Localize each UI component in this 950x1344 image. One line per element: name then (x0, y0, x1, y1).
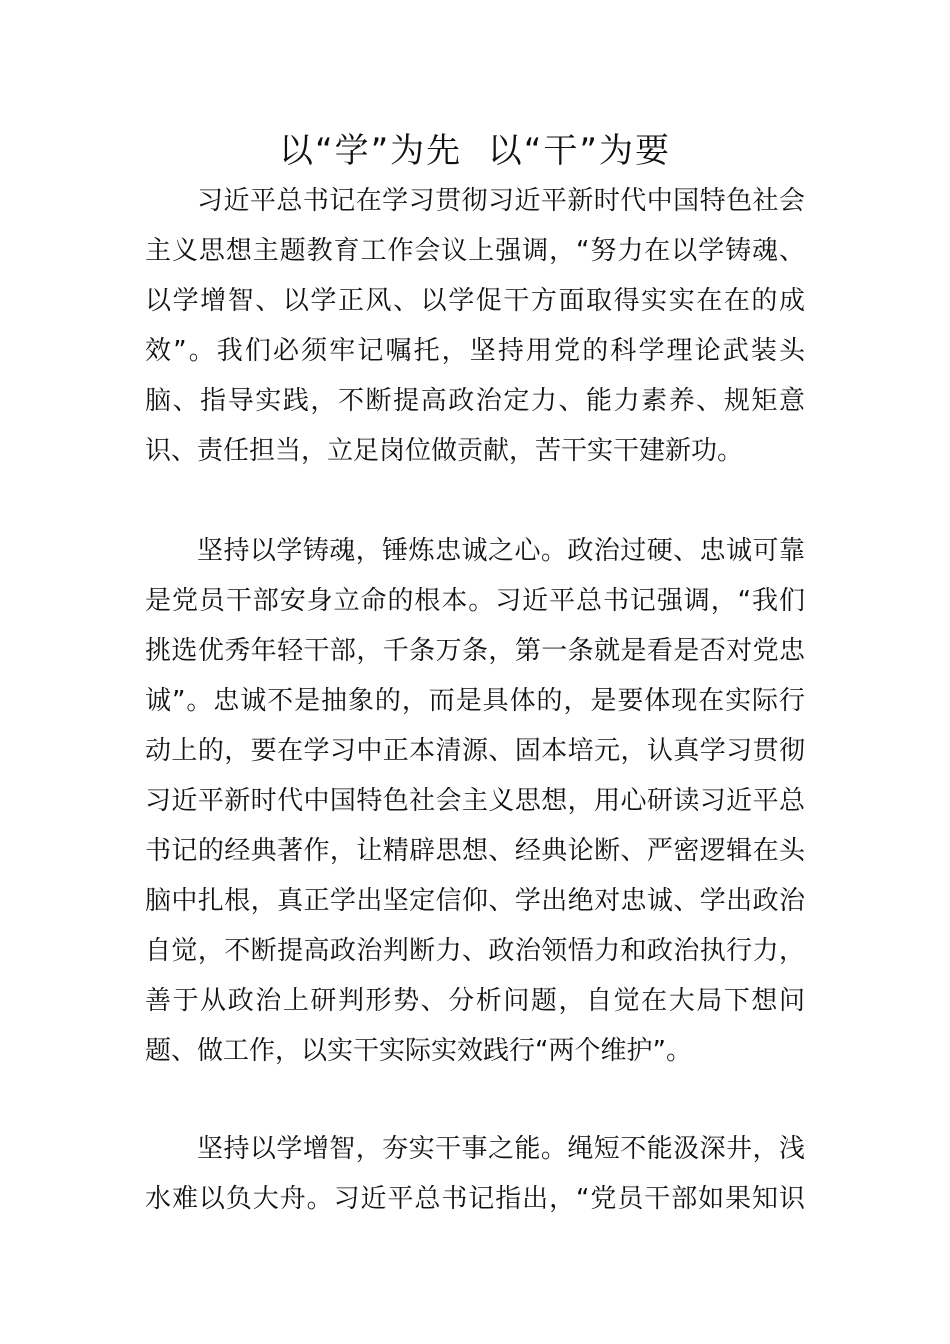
paragraph-line: 坚持以学铸魂，锤炼忠诚之心。政治过硬、忠诚可靠 (197, 536, 805, 566)
paragraph-line: 脑中扎根，真正学出坚定信仰、学出绝对忠诚、学出政治 (145, 886, 805, 916)
paragraph-3 (145, 1124, 805, 1224)
paragraph-line: 坚持以学增智，夯实干事之能。绳短不能汲深井，浅 (197, 1134, 805, 1164)
paragraph-line: 挑选优秀年轻干部，千条万条，第一条就是看是否对党忠 (145, 636, 805, 666)
paragraph-line: 习近平新时代中国特色社会主义思想，用心研读习近平总 (145, 786, 805, 816)
paragraph-1 (145, 176, 805, 476)
paragraph-line: 动上的，要在学习中正本清源、固本培元，认真学习贯彻 (145, 736, 805, 766)
paragraph-2 (145, 526, 805, 1076)
paragraph-line: 善于从政治上研判形势、分析问题，自觉在大局下想问 (145, 986, 805, 1016)
paragraph-line: 脑、指导实践，不断提高政治定力、能力素养、规矩意 (145, 386, 805, 416)
paragraph-line: 习近平总书记在学习贯彻习近平新时代中国特色社会 (197, 186, 805, 216)
paragraph-line: 以学增智、以学正风、以学促干方面取得实实在在的成 (145, 286, 805, 316)
paragraph-line: 自觉，不断提高政治判断力、政治领悟力和政治执行力， (145, 936, 805, 966)
paragraph-line: 诚”。忠诚不是抽象的，而是具体的，是要体现在实际行 (145, 686, 805, 716)
paragraph-line: 识、责任担当，立足岗位做贡献，苦干实干建新功。 (145, 436, 744, 466)
paragraph-line: 是党员干部安身立命的根本。习近平总书记强调，“我们 (145, 586, 805, 616)
paragraph-line: 水难以负大舟。习近平总书记指出，“党员干部如果知识 (145, 1184, 805, 1214)
paragraph-line: 效”。我们必须牢记嘱托，坚持用党的科学理论武装头 (145, 336, 805, 366)
paragraph-line: 题、做工作，以实干实际实效践行“两个维护”。 (145, 1036, 692, 1066)
paragraph-line: 主义思想主题教育工作会议上强调，“努力在以学铸魂、 (145, 236, 805, 266)
paragraph-line: 书记的经典著作，让精辟思想、经典论断、严密逻辑在头 (145, 836, 805, 866)
document-title: 以“学”为先 以“干”为要 (278, 131, 672, 171)
